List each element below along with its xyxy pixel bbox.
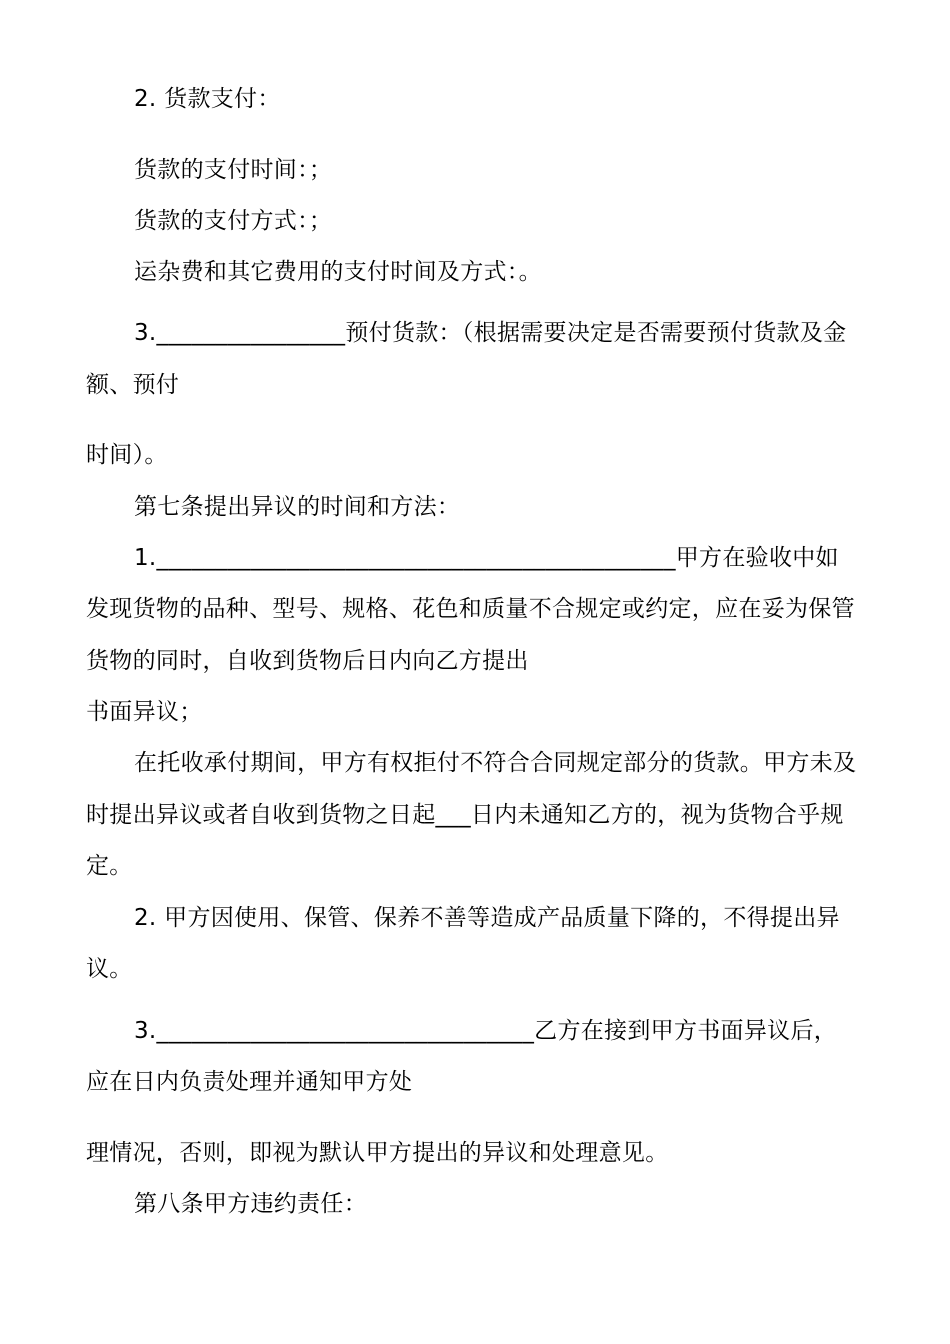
payment-heading: 2. 货款支付：	[134, 86, 281, 112]
article-7-item-3-cont: 应在日内负责处理并通知甲方处	[86, 1069, 413, 1095]
article-8-heading: 第八条甲方违约责任：	[134, 1191, 367, 1217]
article-7-item-3: 3.________________________________乙方在接到甲方书面异议后，	[134, 1018, 838, 1044]
article-7-item-1: 1.____________________________________________甲方在验收中如	[134, 545, 839, 571]
payment-method-line: 货款的支付方式：；	[134, 208, 333, 234]
article-7-item-1-end: 书面异议；	[86, 699, 203, 725]
article-7-item-2: 2. 甲方因使用、保管、保养不善等造成产品质量下降的，不得提出异	[134, 905, 840, 931]
freight-payment-line: 运杂费和其它费用的支付时间及方式：。	[134, 259, 542, 285]
article-7-heading: 第七条提出异议的时间和方法：	[134, 494, 461, 520]
collection-paragraph-cont: 时提出异议或者自收到货物之日起___日内未通知乙方的，视为货物合乎规	[86, 802, 844, 828]
article-7-item-1-cont-2: 货物的同时，自收到货物后日内向乙方提出	[86, 648, 529, 674]
collection-paragraph: 在托收承付期间，甲方有权拒付不符合合同规定部分的货款。甲方未及	[134, 750, 857, 776]
article-7-item-1-cont: 发现货物的品种、型号、规格、花色和质量不合规定或约定，应在妥为保管	[86, 596, 855, 622]
prepayment-line: 3.________________预付货款：（根据需要决定是否需要预付货款及金	[134, 320, 847, 346]
article-7-item-3-end: 理情况，否则，即视为默认甲方提出的异议和处理意见。	[86, 1140, 669, 1166]
prepayment-line-cont: 额、预付	[86, 372, 180, 398]
collection-paragraph-end: 定。	[86, 853, 133, 879]
article-7-item-2-end: 议。	[86, 956, 133, 982]
payment-time-line: 货款的支付时间：；	[134, 157, 333, 183]
prepayment-line-end: 时间）。	[86, 442, 168, 468]
